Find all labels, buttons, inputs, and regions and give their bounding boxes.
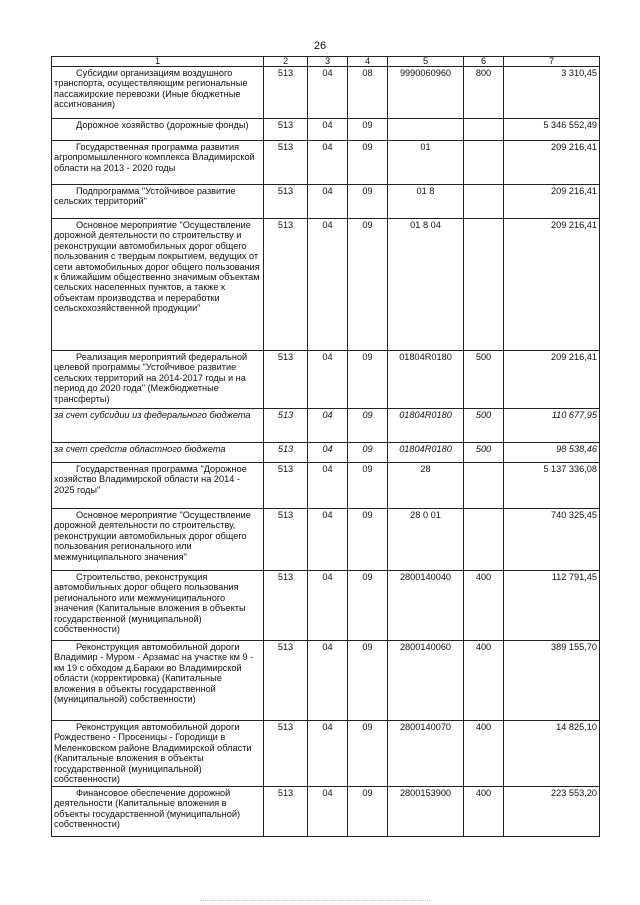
cell-ved bbox=[264, 67, 308, 119]
cell-expense-type bbox=[464, 509, 504, 571]
cell-section-text: 04 bbox=[322, 444, 333, 454]
cell-section-text: 04 bbox=[322, 510, 333, 520]
cell-subsection-text: 09 bbox=[362, 220, 373, 230]
row-name bbox=[52, 67, 264, 119]
table-row bbox=[52, 219, 600, 351]
table-row bbox=[52, 721, 600, 787]
cell-ved-text: 513 bbox=[277, 186, 294, 196]
budget-table bbox=[51, 56, 600, 837]
cell-subsection-text: 09 bbox=[362, 572, 373, 582]
cell-target-article-text: 01 bbox=[420, 142, 431, 152]
cell-ved bbox=[264, 463, 308, 509]
cell-subsection-text: 09 bbox=[362, 788, 373, 798]
cell-subsection-text: 09 bbox=[362, 352, 373, 362]
row-name bbox=[52, 787, 264, 837]
col-header: 2 bbox=[264, 57, 308, 67]
cell-section bbox=[308, 463, 348, 509]
cell-expense-type bbox=[464, 443, 504, 463]
row-name bbox=[52, 219, 264, 351]
cell-amount-text: 3 310,45 bbox=[561, 68, 597, 78]
cell-target-article-text: 01804R0180 bbox=[399, 410, 452, 420]
cell-section bbox=[308, 185, 348, 219]
cell-target-article bbox=[388, 787, 464, 837]
cell-subsection-text: 08 bbox=[362, 68, 373, 78]
cell-ved bbox=[264, 509, 308, 571]
cell-target-article bbox=[388, 571, 464, 641]
cell-expense-type-text: 400 bbox=[475, 788, 492, 798]
cell-amount-text: 740 325,45 bbox=[551, 510, 597, 520]
cell-target-article-text: 2800140070 bbox=[399, 722, 452, 732]
cell-subsection-text: 09 bbox=[362, 410, 373, 420]
cell-expense-type bbox=[464, 141, 504, 185]
table-row bbox=[52, 119, 600, 141]
row-name-text: Субсидии организациям воздушного транспорта, осуществляющим региональные пассажирские перевозки (Иные бюджетные ассигнования) bbox=[54, 68, 248, 110]
cell-amount bbox=[504, 185, 600, 219]
table-row bbox=[52, 185, 600, 219]
cell-amount-text: 5 137 336,08 bbox=[543, 464, 597, 474]
cell-target-article bbox=[388, 509, 464, 571]
cell-expense-type bbox=[464, 571, 504, 641]
cell-target-article-text: 01804R0180 bbox=[399, 352, 452, 362]
table-row bbox=[52, 787, 600, 837]
cell-amount bbox=[504, 509, 600, 571]
cell-subsection-text: 09 bbox=[362, 464, 373, 474]
cell-amount bbox=[504, 571, 600, 641]
cell-subsection bbox=[348, 641, 388, 721]
cell-target-article bbox=[388, 185, 464, 219]
cell-target-article bbox=[388, 443, 464, 463]
cell-section bbox=[308, 67, 348, 119]
row-name bbox=[52, 463, 264, 509]
cell-section bbox=[308, 509, 348, 571]
row-name bbox=[52, 443, 264, 463]
cell-amount-text: 223 553,20 bbox=[551, 788, 597, 798]
cell-section bbox=[308, 119, 348, 141]
cell-expense-type bbox=[464, 351, 504, 409]
row-name-text: за счет средств областного бюджета bbox=[54, 444, 226, 454]
cell-section-text: 04 bbox=[322, 642, 333, 652]
cell-ved bbox=[264, 219, 308, 351]
row-name-text: Подпрограмма "Устойчивое развитие сельских территорий" bbox=[54, 186, 236, 207]
cell-target-article-text: 01804R0180 bbox=[399, 444, 452, 454]
table-row bbox=[52, 67, 600, 119]
cell-ved-text: 513 bbox=[277, 464, 294, 474]
cell-ved-text: 513 bbox=[277, 68, 294, 78]
cell-subsection-text: 09 bbox=[362, 642, 373, 652]
cell-amount bbox=[504, 463, 600, 509]
cell-expense-type bbox=[464, 67, 504, 119]
cell-section-text: 04 bbox=[322, 722, 333, 732]
cell-subsection bbox=[348, 571, 388, 641]
cell-target-article bbox=[388, 409, 464, 443]
cell-expense-type bbox=[464, 463, 504, 509]
header-row bbox=[52, 57, 600, 67]
table-row bbox=[52, 571, 600, 641]
cell-amount-text: 209 216,41 bbox=[551, 142, 597, 152]
table-row bbox=[52, 351, 600, 409]
cell-subsection-text: 09 bbox=[362, 120, 373, 130]
cell-section-text: 04 bbox=[322, 464, 333, 474]
cell-subsection bbox=[348, 463, 388, 509]
cell-target-article bbox=[388, 141, 464, 185]
cell-target-article-text: 2800140040 bbox=[399, 572, 452, 582]
row-name bbox=[52, 409, 264, 443]
cell-amount-text: 5 346 552,49 bbox=[543, 120, 597, 130]
row-name bbox=[52, 185, 264, 219]
col-header: 1 bbox=[52, 57, 264, 67]
row-name-text: Реализация мероприятий федеральной целевой программы "Устойчивое развитие сельских территорий на 2014-2017 годы и на период до 2020 года" (Межбюджетные трансферты) bbox=[54, 352, 248, 404]
cell-ved-text: 513 bbox=[277, 352, 294, 362]
cell-expense-type bbox=[464, 219, 504, 351]
table-row bbox=[52, 141, 600, 185]
cell-target-article-text: 01 8 04 bbox=[410, 220, 441, 230]
cell-section-text: 04 bbox=[322, 186, 333, 196]
cell-target-article bbox=[388, 219, 464, 351]
table-row bbox=[52, 641, 600, 721]
cell-subsection bbox=[348, 509, 388, 571]
cell-ved-text: 513 bbox=[277, 510, 294, 520]
cell-expense-type-text: 500 bbox=[475, 352, 492, 362]
cell-amount-text: 110 677,95 bbox=[551, 410, 597, 420]
cell-section-text: 04 bbox=[322, 220, 333, 230]
col-header: 6 bbox=[464, 57, 504, 67]
row-name-text: Основное мероприятие "Осуществление дорожной деятельности по строительству и реконструкции автомобильных дорог общего пользования с твердым покрытием, ведущих от сети автомобильных дорог общего пользования к ближайшим общественно значимым объектам сельских населенных пунктов, а также к объектам производства и переработки сельскохозяйственной продукции" bbox=[54, 220, 260, 314]
cell-subsection-text: 09 bbox=[362, 142, 373, 152]
cell-expense-type bbox=[464, 787, 504, 837]
cell-amount bbox=[504, 219, 600, 351]
row-name bbox=[52, 721, 264, 787]
cell-section-text: 04 bbox=[322, 352, 333, 362]
row-name-text: Государственная программа развития агропромышленного комплекса Владимирской области на 2013 - 2020 годы bbox=[54, 142, 255, 173]
cell-subsection bbox=[348, 409, 388, 443]
cell-expense-type bbox=[464, 119, 504, 141]
cell-subsection-text: 09 bbox=[362, 444, 373, 454]
cell-expense-type-text: 500 bbox=[475, 444, 492, 454]
cell-expense-type-text: 400 bbox=[475, 722, 492, 732]
cell-subsection bbox=[348, 443, 388, 463]
cell-expense-type bbox=[464, 409, 504, 443]
cell-expense-type bbox=[464, 641, 504, 721]
cell-section bbox=[308, 219, 348, 351]
col-header: 4 bbox=[348, 57, 388, 67]
cell-section bbox=[308, 351, 348, 409]
table-row bbox=[52, 443, 600, 463]
cell-ved-text: 513 bbox=[277, 120, 294, 130]
cell-amount bbox=[504, 443, 600, 463]
cell-section-text: 04 bbox=[322, 120, 333, 130]
cell-ved bbox=[264, 351, 308, 409]
cell-target-article bbox=[388, 721, 464, 787]
cell-subsection bbox=[348, 119, 388, 141]
col-header: 3 bbox=[308, 57, 348, 67]
cell-section bbox=[308, 721, 348, 787]
cell-expense-type-text: 400 bbox=[475, 572, 492, 582]
cell-amount bbox=[504, 67, 600, 119]
cell-section bbox=[308, 443, 348, 463]
cell-subsection bbox=[348, 351, 388, 409]
cell-amount-text: 14 825,10 bbox=[556, 722, 597, 732]
row-name-text: Дорожное хозяйство (дорожные фонды) bbox=[76, 120, 249, 130]
row-name-text: Финансовое обеспечение дорожной деятельности (Капитальные вложения в объекты государственной (муниципальной) собственности) bbox=[54, 788, 241, 830]
cell-amount-text: 209 216,41 bbox=[551, 186, 597, 196]
cell-ved bbox=[264, 141, 308, 185]
row-name-text: за счет субсидии из федерального бюджета bbox=[54, 410, 251, 420]
cell-target-article-text: 9990060960 bbox=[399, 68, 452, 78]
cell-expense-type bbox=[464, 185, 504, 219]
cell-subsection bbox=[348, 185, 388, 219]
cell-amount bbox=[504, 787, 600, 837]
row-name-text: Основное мероприятие "Осуществление дорожной деятельности по строительству, реконструкции автомобильных дорог общего пользования регионального или межмуниципального значения" bbox=[54, 510, 251, 562]
cell-section-text: 04 bbox=[322, 788, 333, 798]
cell-subsection-text: 09 bbox=[362, 510, 373, 520]
cell-ved bbox=[264, 443, 308, 463]
cell-expense-type bbox=[464, 721, 504, 787]
row-name bbox=[52, 641, 264, 721]
cell-amount bbox=[504, 141, 600, 185]
cell-expense-type-text: 500 bbox=[475, 410, 492, 420]
cell-section bbox=[308, 409, 348, 443]
cell-target-article-text: 28 0 01 bbox=[410, 510, 441, 520]
cell-amount bbox=[504, 721, 600, 787]
cell-subsection bbox=[348, 141, 388, 185]
cell-ved bbox=[264, 119, 308, 141]
cell-target-article-text: 2800140060 bbox=[399, 642, 452, 652]
cell-ved bbox=[264, 409, 308, 443]
cell-amount bbox=[504, 641, 600, 721]
cell-target-article bbox=[388, 119, 464, 141]
cell-ved bbox=[264, 641, 308, 721]
cell-section bbox=[308, 571, 348, 641]
cell-ved-text: 513 bbox=[277, 220, 294, 230]
cell-section-text: 04 bbox=[322, 68, 333, 78]
cell-expense-type-text: 400 bbox=[475, 642, 492, 652]
cell-amount-text: 98 538,46 bbox=[556, 444, 597, 454]
cell-ved-text: 513 bbox=[277, 142, 294, 152]
row-name bbox=[52, 141, 264, 185]
cell-expense-type-text: 800 bbox=[475, 68, 492, 78]
row-name bbox=[52, 571, 264, 641]
row-name bbox=[52, 351, 264, 409]
cell-ved bbox=[264, 787, 308, 837]
table-row bbox=[52, 409, 600, 443]
cell-target-article bbox=[388, 351, 464, 409]
table-row bbox=[52, 463, 600, 509]
cell-target-article-text: 2800153900 bbox=[399, 788, 452, 798]
cell-target-article bbox=[388, 67, 464, 119]
cell-target-article-text: 28 bbox=[420, 464, 431, 474]
cell-amount-text: 112 791,45 bbox=[551, 572, 597, 582]
cell-ved-text: 513 bbox=[277, 722, 294, 732]
cell-section-text: 04 bbox=[322, 410, 333, 420]
cell-ved bbox=[264, 185, 308, 219]
cell-subsection bbox=[348, 219, 388, 351]
table-row bbox=[52, 509, 600, 571]
cell-subsection bbox=[348, 67, 388, 119]
cell-amount bbox=[504, 119, 600, 141]
cell-ved-text: 513 bbox=[277, 642, 294, 652]
row-name-text: Строительство, реконструкция автомобильных дорог общего пользования регионального или межмуниципального значения (Капитальные вложения в объекты государственной (муниципальной) собственности) bbox=[54, 572, 246, 635]
row-name bbox=[52, 509, 264, 571]
page-number: 26 bbox=[313, 40, 327, 52]
cell-subsection bbox=[348, 787, 388, 837]
row-name-text: Реконструкция автомобильной дороги Рождествено - Просеницы - Городищи в Меленковском районе Владимирской области (Капитальные вложения в объекты государственной (муниципальной) собственности) bbox=[54, 722, 252, 785]
cell-ved bbox=[264, 571, 308, 641]
cell-ved bbox=[264, 721, 308, 787]
cell-target-article bbox=[388, 463, 464, 509]
row-name-text: Государственная программа "Дорожное хозяйство Владимирской области на 2014 - 2025 годы" bbox=[54, 464, 247, 495]
cell-ved-text: 513 bbox=[277, 444, 294, 454]
cell-section bbox=[308, 787, 348, 837]
cell-amount-text: 209 216,41 bbox=[551, 352, 597, 362]
row-name-text: Реконструкция автомобильной дороги Владимир - Муром - Арзамас на участке км 9 - км 19 с обходом д.Бараки во Владимирской области (корректировка) (Капитальные вложения в объекты государственной (муниципальной) собственности) bbox=[54, 642, 254, 705]
cell-subsection-text: 09 bbox=[362, 186, 373, 196]
scan-artifact bbox=[200, 900, 430, 902]
cell-amount-text: 389 155,70 bbox=[551, 642, 597, 652]
cell-subsection-text: 09 bbox=[362, 722, 373, 732]
col-header: 7 bbox=[504, 57, 600, 67]
cell-target-article bbox=[388, 641, 464, 721]
cell-amount-text: 209 216,41 bbox=[551, 220, 597, 230]
cell-section-text: 04 bbox=[322, 142, 333, 152]
row-name bbox=[52, 119, 264, 141]
cell-section bbox=[308, 141, 348, 185]
cell-ved-text: 513 bbox=[277, 410, 294, 420]
cell-amount bbox=[504, 351, 600, 409]
cell-amount bbox=[504, 409, 600, 443]
col-header: 5 bbox=[388, 57, 464, 67]
cell-section-text: 04 bbox=[322, 572, 333, 582]
cell-ved-text: 513 bbox=[277, 572, 294, 582]
cell-target-article-text: 01 8 bbox=[416, 186, 435, 196]
cell-section bbox=[308, 641, 348, 721]
cell-ved-text: 513 bbox=[277, 788, 294, 798]
cell-subsection bbox=[348, 721, 388, 787]
